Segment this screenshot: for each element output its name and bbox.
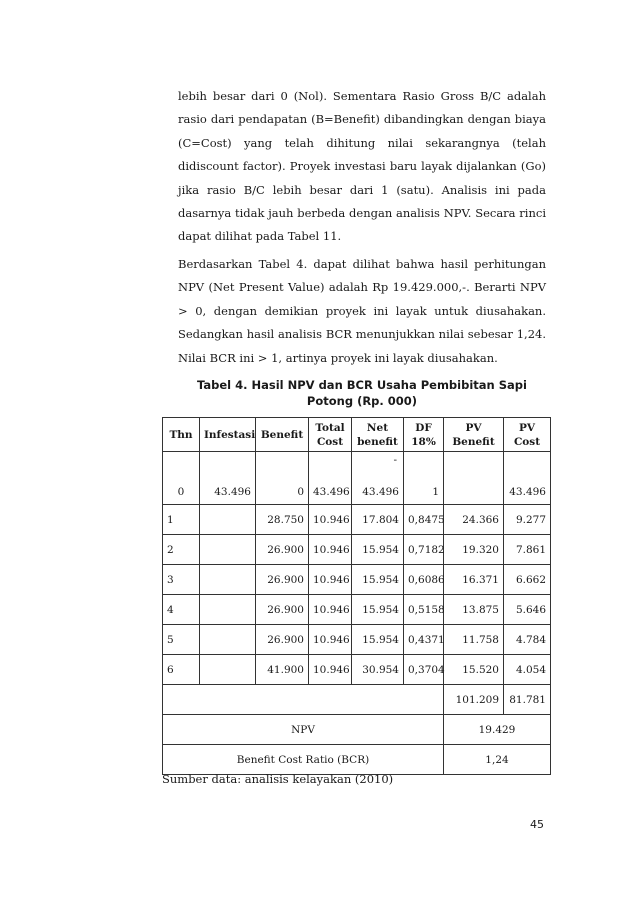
- cell-benefit: 26.900: [256, 565, 309, 595]
- cell-benefit: 0: [256, 452, 309, 505]
- table-row: [163, 535, 551, 565]
- cell-df: 0,6086: [404, 565, 444, 595]
- cell-infestasi: [200, 655, 256, 685]
- cell-pv-benefit: 13.875: [444, 595, 504, 625]
- cell-thn: 0: [163, 452, 200, 505]
- cell-thn: 1: [163, 505, 200, 535]
- bcr-row: [163, 745, 551, 775]
- npv-bcr-table: [162, 417, 551, 775]
- cell-thn: 5: [163, 625, 200, 655]
- page-number: 45: [530, 818, 544, 831]
- cell-benefit: 28.750: [256, 505, 309, 535]
- cell-pv-benefit: 15.520: [444, 655, 504, 685]
- header-net-benefit: Net benefit: [352, 418, 404, 452]
- cell-net-benefit: 30.954: [352, 655, 404, 685]
- cell-df: 0,7182: [404, 535, 444, 565]
- cell-infestasi: [200, 595, 256, 625]
- cell-net-benefit-value: 43.496: [362, 486, 399, 498]
- cell-pv-cost: 4.054: [504, 655, 551, 685]
- header-infestasi: Infestasi: [200, 418, 256, 452]
- cell-total-cost: 10.946: [309, 565, 352, 595]
- cell-pv-benefit: 16.371: [444, 565, 504, 595]
- caption-line-1: Tabel 4. Hasil NPV dan BCR Usaha Pembibitan Sapi: [197, 378, 527, 392]
- cell-benefit: 26.900: [256, 535, 309, 565]
- cell-total-cost: 10.946: [309, 655, 352, 685]
- cell-infestasi: [200, 505, 256, 535]
- cell-pv-benefit: [444, 452, 504, 505]
- cell-net-benefit: 15.954: [352, 565, 404, 595]
- cell-benefit: 26.900: [256, 625, 309, 655]
- table-row: [163, 595, 551, 625]
- header-df: DF 18%: [404, 418, 444, 452]
- npv-row: [163, 715, 551, 745]
- cell-net-benefit: 17.804: [352, 505, 404, 535]
- table-row: [163, 505, 551, 535]
- header-thn: Thn: [163, 418, 200, 452]
- negative-sign: -: [393, 454, 397, 466]
- cell-thn: 6: [163, 655, 200, 685]
- cell-df: 0,3704: [404, 655, 444, 685]
- npv-label: NPV: [163, 715, 444, 745]
- cell-pv-cost: 9.277: [504, 505, 551, 535]
- cell-infestasi: [200, 565, 256, 595]
- cell-pv-cost: 7.861: [504, 535, 551, 565]
- paragraph-bcr-explanation: [178, 85, 546, 249]
- totals-row: [163, 685, 551, 715]
- cell-net-benefit: 15.954: [352, 535, 404, 565]
- cell-thn: 2: [163, 535, 200, 565]
- header-pv-cost: PV Cost: [504, 418, 551, 452]
- cell-df: 0,4371: [404, 625, 444, 655]
- cell-benefit: 41.900: [256, 655, 309, 685]
- bcr-label: Benefit Cost Ratio (BCR): [163, 745, 444, 775]
- cell-pv-cost: 4.784: [504, 625, 551, 655]
- source-note: Sumber data: analisis kelayakan (2010): [162, 772, 394, 786]
- cell-infestasi: [200, 625, 256, 655]
- paragraph-npv-result: [178, 253, 546, 370]
- cell-total-cost: 10.946: [309, 505, 352, 535]
- total-pv-cost: 81.781: [504, 685, 551, 715]
- cell-pv-benefit: 24.366: [444, 505, 504, 535]
- header-pv-benefit: PV Benefit: [444, 418, 504, 452]
- cell-net-benefit: 15.954: [352, 595, 404, 625]
- table-row: [163, 625, 551, 655]
- table-row: [163, 565, 551, 595]
- cell-infestasi: [200, 535, 256, 565]
- cell-thn: 4: [163, 595, 200, 625]
- cell-thn: 3: [163, 565, 200, 595]
- table-header-row: [163, 418, 551, 452]
- cell-total-cost: 43.496: [309, 452, 352, 505]
- header-total-cost: Total Cost: [309, 418, 352, 452]
- table-row: [163, 452, 551, 505]
- cell-pv-cost: 43.496: [504, 452, 551, 505]
- totals-spacer: [163, 685, 444, 715]
- cell-total-cost: 10.946: [309, 625, 352, 655]
- cell-total-cost: 10.946: [309, 595, 352, 625]
- paragraph-text: Berdasarkan Tabel 4. dapat dilihat bahwa hasil perhitungan NPV (Net Present Value) adalah Rp 19.429.000,-. Berarti NPV > 0, dengan demikian proyek ini layak untuk diusahakan. Sedangkan hasil analisis BCR menunjukkan nilai sebesar 1,24. Nilai BCR ini > 1, artinya proyek ini layak diusahakan.: [178, 257, 546, 365]
- cell-pv-cost: 5.646: [504, 595, 551, 625]
- cell-df: 1: [404, 452, 444, 505]
- cell-df: 0,8475: [404, 505, 444, 535]
- table-row: [163, 655, 551, 685]
- cell-net-benefit: [352, 452, 404, 505]
- cell-pv-benefit: 11.758: [444, 625, 504, 655]
- caption-line-2: Potong (Rp. 000): [306, 394, 418, 408]
- cell-pv-cost: 6.662: [504, 565, 551, 595]
- total-pv-benefit: 101.209: [444, 685, 504, 715]
- paragraph-text: lebih besar dari 0 (Nol). Sementara Rasio Gross B/C adalah rasio dari pendapatan (B=Benefit) dibandingkan dengan biaya (C=Cost) yang telah dihitung nilai sekarangnya (telah didiscount factor). Proyek investasi baru layak dijalankan (Go) jika rasio B/C lebih besar dari 1 (satu). Analisis ini pada dasarnya tidak jauh berbeda dengan analisis NPV. Secara rinci dapat dilihat pada Tabel 11.: [178, 89, 546, 244]
- header-benefit: Benefit: [256, 418, 309, 452]
- cell-net-benefit: 15.954: [352, 625, 404, 655]
- table-caption: [178, 377, 546, 409]
- cell-pv-benefit: 19.320: [444, 535, 504, 565]
- cell-benefit: 26.900: [256, 595, 309, 625]
- cell-df: 0,5158: [404, 595, 444, 625]
- cell-infestasi: 43.496: [200, 452, 256, 505]
- npv-value: 19.429: [444, 715, 551, 745]
- bcr-value: 1,24: [444, 745, 551, 775]
- cell-total-cost: 10.946: [309, 535, 352, 565]
